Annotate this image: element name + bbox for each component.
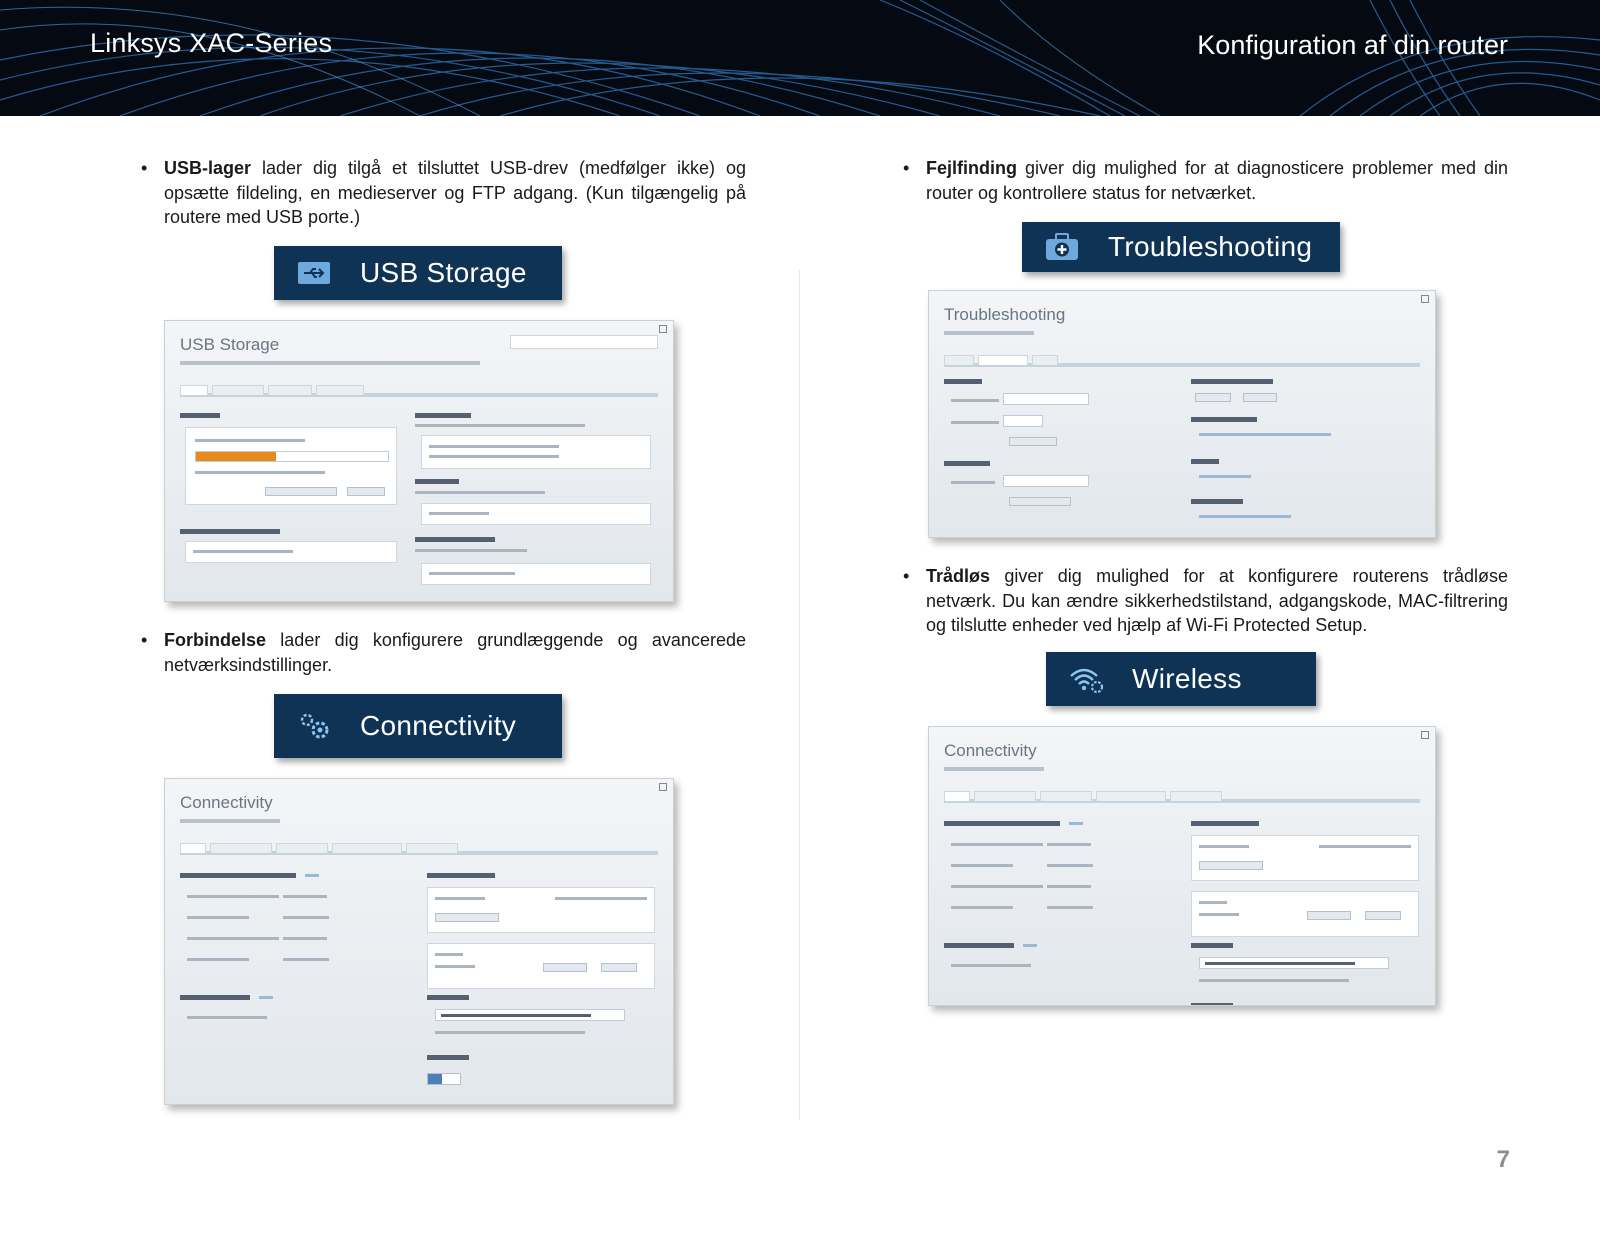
troubleshooting-description [903, 156, 1508, 205]
troubleshooting-panel-title: Troubleshooting [944, 305, 1066, 324]
section-title: Konfiguration af din router [1197, 30, 1508, 60]
close-icon [1421, 295, 1429, 303]
connectivity-panel-screenshot [164, 778, 674, 1105]
close-icon [1421, 731, 1429, 739]
wireless-panel-screenshot [928, 726, 1436, 1006]
connectivity-description [141, 628, 746, 677]
brand-title: Linksys XAC-Series [90, 28, 333, 58]
usb-storage-panel-screenshot [164, 320, 674, 602]
column-divider [799, 270, 800, 1120]
first-aid-kit-icon [1044, 232, 1080, 262]
bullet-marker: • [141, 630, 148, 650]
wireless-button-label: Wireless [1132, 663, 1242, 694]
troubleshooting-button-label: Troubleshooting [1108, 231, 1313, 262]
usb-storage-button[interactable] [274, 246, 562, 300]
wireless-button[interactable] [1046, 652, 1316, 706]
wireless-text: giver dig mulighed for at konfigurere routerens trådløse netværk. Du kan ændre sikkerhedstilstand, adgangskode, MAC-filtrering og tilslutte enheder ved hjælp af Wi-Fi Protected Setup. [926, 566, 1508, 635]
usb-usage-bar [196, 452, 276, 461]
bullet-marker: • [903, 158, 910, 178]
bullet-marker: • [903, 566, 910, 586]
usb-icon [296, 258, 332, 288]
connectivity-text: lader dig konfigurere grundlæggende og avancerede netværksindstillinger. [164, 630, 746, 675]
connectivity-term: Forbindelse [164, 630, 267, 650]
troubleshooting-panel-screenshot [928, 290, 1436, 538]
wireless-panel-title: Connectivity [944, 741, 1037, 760]
page-number: 7 [1496, 1146, 1510, 1173]
header-banner [0, 0, 1600, 116]
close-icon [659, 783, 667, 791]
close-icon [659, 325, 667, 333]
connectivity-button[interactable] [274, 694, 562, 758]
usb-storage-term: USB-lager [164, 158, 252, 178]
usb-storage-description [141, 156, 746, 230]
troubleshooting-text: giver dig mulighed for at diagnosticere problemer med din router og kontrollere status for netværket. [926, 158, 1508, 203]
usb-storage-button-label: USB Storage [360, 257, 527, 288]
wireless-description [903, 564, 1508, 638]
usb-storage-text: lader dig tilgå et tilsluttet USB-drev (medfølger ikke) og opsætte fildeling, en medieserver og FTP adgang. (Kun tilgængelig på routere med USB porte.) [164, 158, 746, 227]
wireless-term: Trådløs [926, 566, 991, 586]
troubleshooting-button[interactable] [1022, 222, 1340, 272]
troubleshooting-term: Fejlfinding [926, 158, 1017, 178]
bullet-marker: • [141, 158, 148, 178]
connectivity-panel-title: Connectivity [180, 793, 273, 812]
usb-storage-panel-title: USB Storage [180, 335, 280, 354]
connectivity-button-label: Connectivity [360, 710, 517, 741]
gears-icon [296, 711, 332, 741]
wifi-gear-icon [1068, 664, 1104, 694]
